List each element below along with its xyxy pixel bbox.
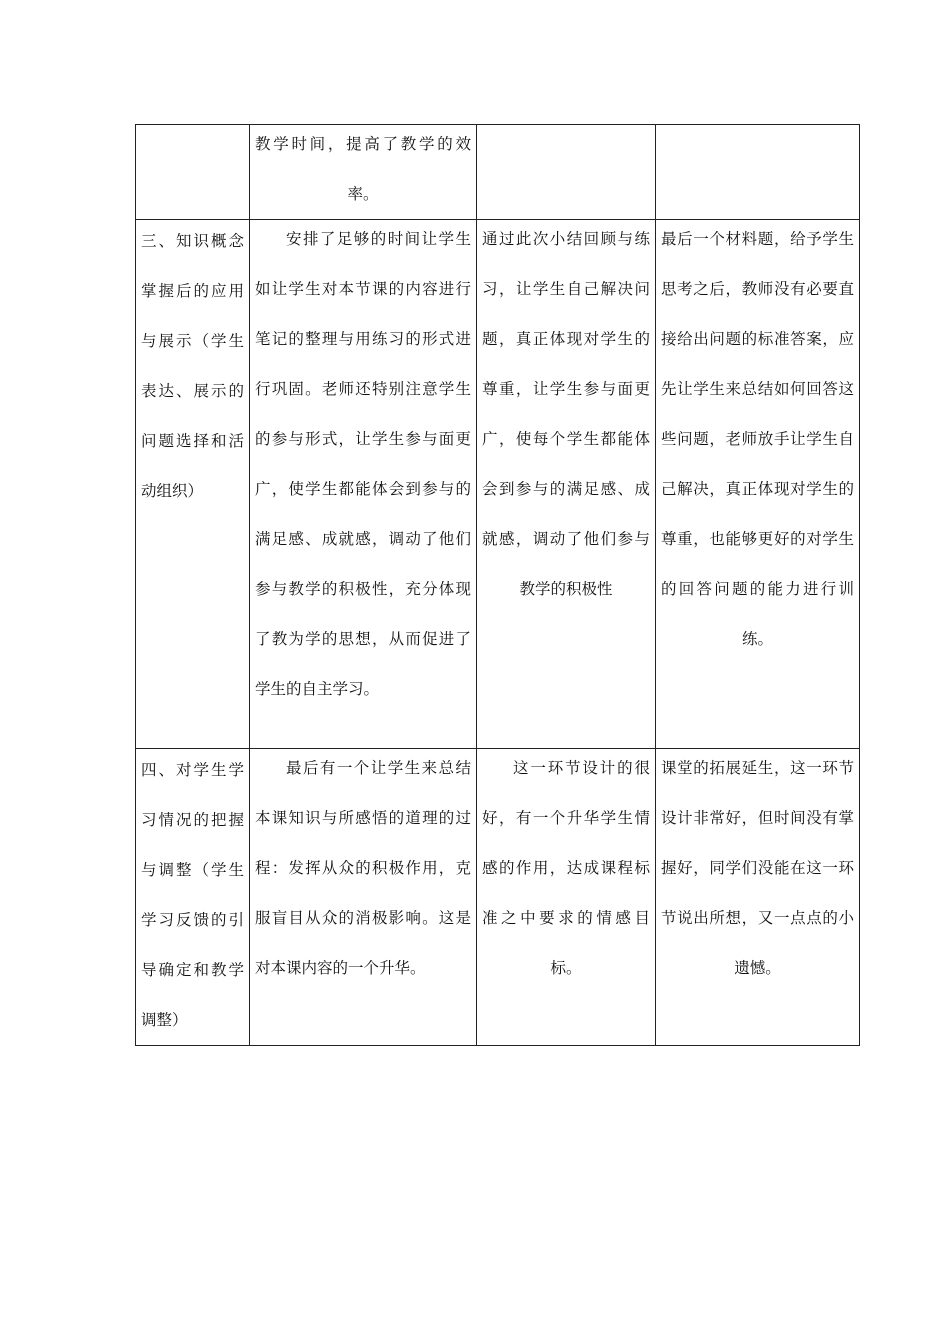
table-cell [477, 125, 656, 220]
cell-text: 课堂的拓展延生，这一环节设计非常好，但时间没有掌握好，同学们没能在这一环节说出所想，又一点点的小遗憾。 [661, 759, 854, 977]
table-row [136, 220, 860, 749]
cell-text: 最后一个材料题，给予学生思考之后，教师没有必要直接给出问题的标准答案，应先让学生来总结如何回答这些问题，老师放手让学生自己解决，真正体现对学生的尊重，也能够更好的对学生的回答问题的能力进行训练。 [661, 230, 854, 648]
table-row [136, 749, 860, 1046]
cell-text: 最后有一个让学生来总结本课知识与所感悟的道理的过程：发挥从众的积极作用，克服盲目从众的消极影响。这是对本课内容的一个升华。 [255, 759, 471, 977]
table-cell [136, 749, 250, 1046]
evaluation-table [135, 124, 860, 1046]
table-cell [136, 125, 250, 220]
table-cell [250, 220, 477, 749]
table-cell [656, 220, 860, 749]
table-cell [656, 749, 860, 1046]
cell-text: 四、对学生学习情况的把握与调整（学生学习反馈的引导确定和教学调整） [141, 761, 244, 1029]
table-cell [477, 749, 656, 1046]
table-cell [250, 749, 477, 1046]
cell-text: 这一环节设计的很好，有一个升华学生情感的作用，达成课程标准之中要求的情感目标。 [482, 759, 650, 977]
cell-text: 通过此次小结回顾与练习，让学生自己解决问题，真正体现对学生的尊重，让学生参与面更广，使每个学生都能体会到参与的满足感、成就感，调动了他们参与教学的积极性 [482, 230, 650, 598]
cell-text: 三、知识概念掌握后的应用与展示（学生表达、展示的问题选择和活动组织） [141, 232, 244, 500]
table-cell [477, 220, 656, 749]
cell-text: 教学时间，提高了教学的效率。 [255, 135, 471, 203]
table-cell [136, 220, 250, 749]
table-cell [250, 125, 477, 220]
table-row [136, 125, 860, 220]
cell-text: 安排了足够的时间让学生如让学生对本节课的内容进行笔记的整理与用练习的形式进行巩固。老师还特别注意学生的参与形式，让学生参与面更广，使学生都能体会到参与的满足感、成就感，调动了他们参与教学的积极性，充分体现了教为学的思想，从而促进了学生的自主学习。 [255, 230, 471, 698]
table-cell [656, 125, 860, 220]
